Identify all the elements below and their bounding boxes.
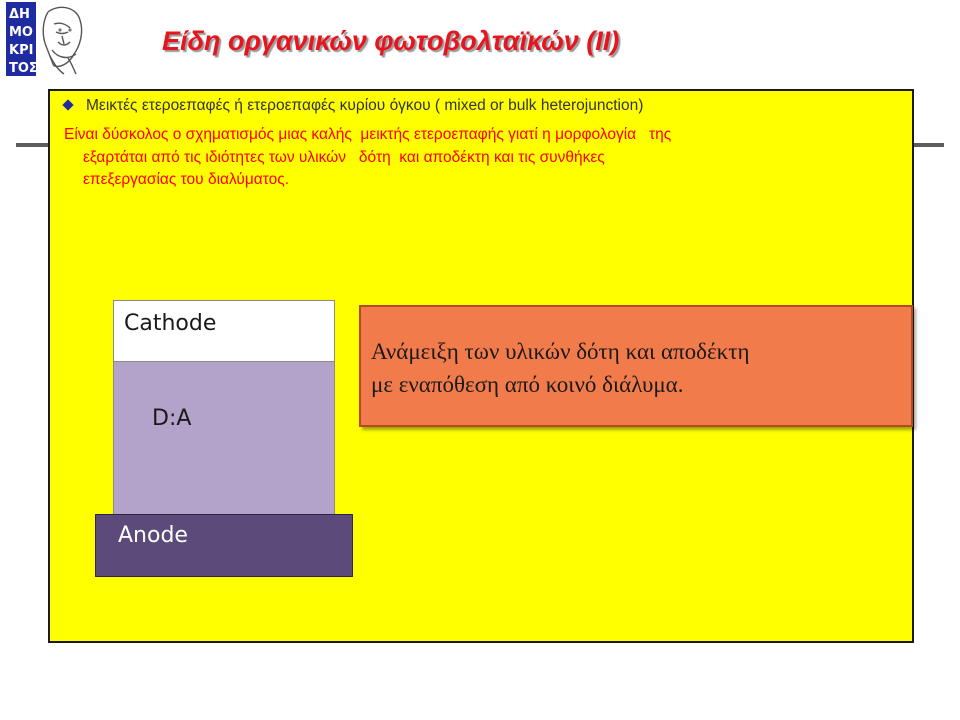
morphology-paragraph	[64, 124, 914, 192]
diamond-bullet-icon	[62, 100, 73, 111]
paragraph-line: Είναι δύσκολος ο σχηματισμός μιας καλής μεικτής ετεροεπαφής γιατί η μορφολογία της	[64, 126, 672, 143]
caption-box	[359, 305, 913, 427]
bullet-text: Μεικτές ετεροεπαφές ή ετεροεπαφές κυρίου όγκου ( mixed or bulk heterojunction)	[86, 97, 644, 114]
header-rule-left	[16, 143, 50, 147]
caption-text	[371, 335, 749, 401]
svg-text:ΜΟ: ΜΟ	[9, 25, 33, 40]
header-rule-right	[910, 143, 944, 147]
bullet-item	[62, 97, 643, 115]
page-title: Είδη οργανικών φωτοβολταϊκών (ΙΙ)	[162, 26, 620, 56]
caption-line: με εναπόθεση από κοινό διάλυμα.	[371, 372, 684, 397]
caption-line: Ανάμειξη των υλικών δότη και αποδέκτη	[371, 339, 750, 364]
donor-acceptor-layer	[113, 362, 335, 515]
paragraph-line: επεξεργασίας του διαλύματος.	[83, 171, 290, 188]
donor-acceptor-label: D:A	[152, 406, 192, 431]
svg-text:ΚΡΙ: ΚΡΙ	[9, 43, 34, 58]
cathode-layer	[113, 300, 335, 362]
svg-text:ΤΟΣ: ΤΟΣ	[9, 61, 38, 76]
logo	[6, 2, 86, 76]
cathode-label: Cathode	[124, 311, 217, 336]
anode-layer	[95, 514, 353, 577]
paragraph-line: εξαρτάται από τις ιδιότητες των υλικών δότη και αποδέκτη και τις συνθήκες	[83, 148, 605, 166]
svg-text:ΔΗ: ΔΗ	[9, 7, 30, 22]
anode-label: Anode	[118, 523, 188, 548]
